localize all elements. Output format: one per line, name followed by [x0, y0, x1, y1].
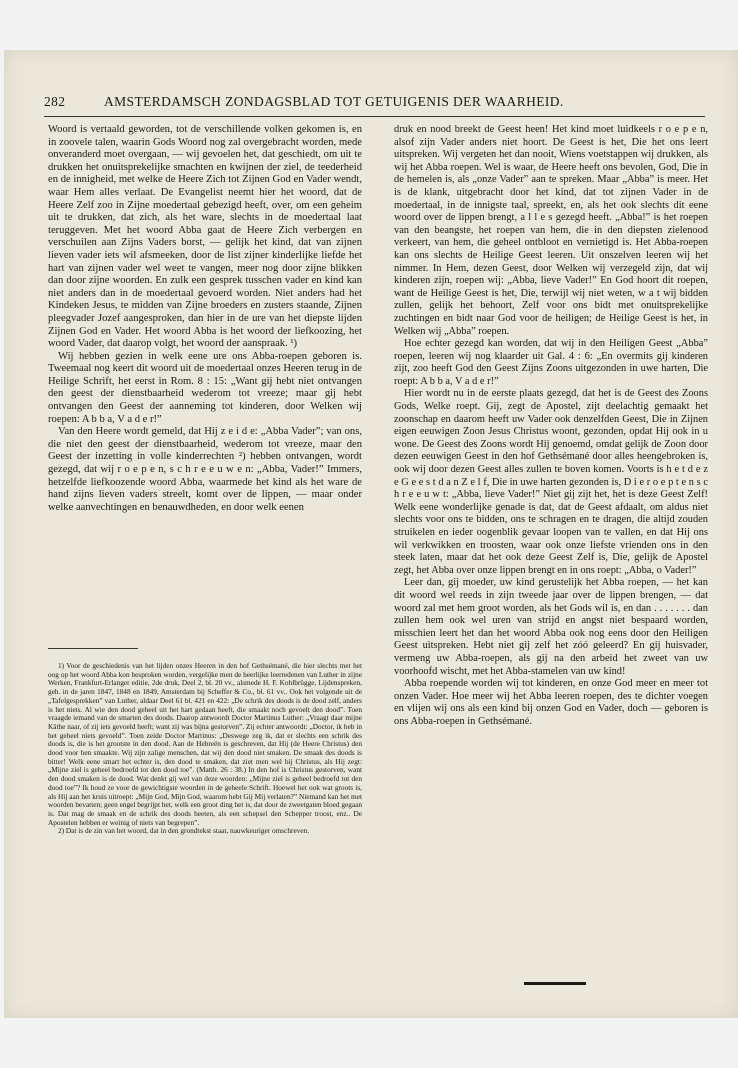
right-column: [394, 124, 708, 729]
journal-page: [4, 50, 738, 1018]
paragraph: Abba roepende worden wij tot kinderen, en onze God meer en meer tot onzen Vader. Hoe meer wij het Abba leeren roepen, des te dichter voegen en vlijen wij ons als een kind bij onzen God en Vader, doch — geboren is ons Abba-roepen in Gethsémané.: [394, 678, 708, 727]
paragraph: Leer dan, gij moeder, uw kind gerustelijk het Abba roepen, — het kan dit woord wel reeds in zijn tweede jaar over de lippen brengen, — dat woord zal met hem groot worden, als het Gods wil is, en dan . . . . . . . dan zullen hem ook wel uren van strijd en angst niet bespaard worden, misschien leert het dan het woord Abba ook nog eens door den Heiligen Geest uitspreken. Hebt niet gij zelf het zóó geleerd? En gij huisvader, vermeng uw Abba-roepen, als gij na den arbeid het zweet van uw voorhoofd wischt, met het Abba-stamelen van uw kind!: [394, 577, 708, 677]
paragraph: Woord is vertaald geworden, tot de verschillende volken gekomen is, en in zoovele talen, waarin Gods Woord nog zal overgebracht worden, mede onveranderd moet overgaan, — wij gevoelen het, dat geschiedt, om uit te drukken het onuitsprekelijke smachten en kwijnen der ziel, de teederheid en de innigheid, met welke de Heere Zich tot Zijnen God en Vader wendt, waar Hem alles verlaat. De Evangelist neemt hier het woord, dat de Heere Zelf zoo in Zijne moedertaal gebezigd heeft, over, om een geheim uit te drukken, dat zich, als het ware, slechts in de moedertaal laat teruggeven. Met het woord Abba gaat de Heere Zich verbergen en verschuilen aan Zijns Vaders borst, — gelijk het kind, dat van zijnen lieven vader iets wil afsmeeken, door de list zijner kinderlijke liefde het hart van zijnen vader wel weet te vangen, meer nog door zijne blikken dan door zijne woorden. En zulk een gesprek tusschen vader en kind kan niet anders dan in de moedertaal gevoerd worden. Niet anders had het Kindeken Jesus, te midden van Zijne broeders en zusters staande, Zijnen pleegvader Jozef aangesproken, dan hier in de ure van het diepste lijden Zijnen God en Vader. Het woord Abba is het woord der liefkoozing, het woord Vader, dat daarop volgt, het woord der aanspraak. ¹): [48, 124, 362, 350]
paragraph: Hier wordt nu in de eerste plaats gezegd, dat het is de Geest des Zoons Gods, Welke roept. Gij, zegt de Apostel, zijt deelachtig gemaakt het zoonschap en daarom heeft uw Vader ook denzelfden Geest, Die in Zijnen eigen eeuwigen Zoon Jesus Christus woont, gezonden, opdat Hij ook in u wone. De Geest des Zoons wordt Hij genoemd, omdat gelijk de Zoon door dezen eeuwigen Geest in den hof Gethsémané door alles heengebroken is, ook wij door dezen Geest alles zullen te boven komen. Voorts is h e t d e z e G e e s t d a n Z e l f, Die in uwe harten gezonden is, D i e r o e p t e n s c h r e e u w t: „Abba, lieve Vader!” Niet gij zijt het, het is deze Geest Zelf! Welk eene wonderlijke genade is dat, dat de Geest afdaalt, om aldus niet slechts voor ons te bidden, ons te schragen en te dragen, die altijd zouden struikelen en ieder oogenblik gevaar loopen van te vallen, en dat Hij ons wil verkwikken en troosten, waar ook onze liefste vrienden ons in den steek laten, maar dat het ook deze Geest Zelf is, Die, gelijk de Apostel zegt, het Abba over onze lippen brengt en in ons roept: „Abba, o Vader!”: [394, 388, 708, 576]
end-of-article-rule: [524, 982, 586, 985]
paragraph: Van den Heere wordt gemeld, dat Hij z e i d e: „Abba Vader”; van ons, die niet den geest der dienstbaarheid, wederom tot vreeze, maar den Geest der inzetting in volle kinderrechten ²) hebben ontvangen, wordt gezegd, dat wij r o e p e n, s c h r e e u w e n: „Abba, Vader!” Immers, hetzelfde liefkoozende woord Abba, waarmede het kind als het ware de hand zijns lieven vaders streelt, komt over de lippen, — maar onder welke aanvechtingen en benauwdheden, en door welk eenen: [48, 426, 362, 513]
page-number: 282: [44, 94, 66, 109]
footnote: 1) Voor de geschiedenis van het lijden onzes Heeren in den hof Gethsémané, die hier slechts met het oog op het woord Abba kon besproken worden, vergelijke men de heerlijke leerredenen van Luther in zijne Werken, Frankfurt-Erlanger editie, 2de druk, Deel 2, bl. 20 vv., alsmede H. F. Kohlbrügge, Lijdenspreken, geh. in de jaren 1847, 1848 en 1849, Amsterdam bij Scheffer & Co., bl. 61 vv.. Ook het volgende uit de „Tafelgesprekken” van Luther, aldaar Deel 61 bl. 421 en 422: „De schrik des doods is de dood zelf, anders is het niets. Al wie den dood geheel uit het hart gedaan heeft, die smaakt noch gevoelt den dood”. Toen vraagde iemand van de smarten des doods. Daarop antwoordt Doctor Martinus Luther: „Vraagt daar mijne Käthe naar, of zij iets gevoeld heeft; want zij was bijna gestorven”. Zij echter antwoordt: „Doctor, ik heb in het geheel niets gevoeld”. Toen zeide Doctor Martinus: „Deswege zeg ik, dat er slechts een schrik des doods is, die is het grootste in den dood. Aan de Hebreën is geschreven, dat Hij (de Heere Christus) den dood voor hen smaakte. Wij zijn zalige menschen, dat wij den dood niet smaken. De smaak des doods is bitter! Welk eene smart het echter is, den dood te smaken, dat ziet men wel bij Christus, als Hij zegt: „Mijne ziel is geheel bedroefd tot den dood toe”. (Matth. 26 : 38.) In den hof is Christus gestorven, want den dood smaken is de dood. Wat denkt gij wel van deze woorden: „Mijne ziel is geheel bedroefd tot den dood toe”? Ik houd ze voor de gewichtigste woorden in de geheele Schrift. Hoewel het ook wat groots is, als Hij aan het kruis uitroept: „Mijn God, Mijn God, waarom hebt Gij Mij verlaten?” Niemand kan het met woorden bevatten; geen engel begrijpt het, welk een groot ding het is, dat door de zweetgaten bloed gegaan is. Dat mag de smaak en de schrik des doods heeten, als een schepsel den Schepper troost, enz.. De Apostelen hebben er weinig of niets van begrepen”.: [48, 661, 362, 827]
header-rule: [44, 116, 705, 117]
footnote-separator: [48, 648, 138, 649]
footnotes: [48, 662, 362, 836]
left-column: [48, 124, 362, 514]
journal-title: AMSTERDAMSCH ZONDAGSBLAD TOT GETUIGENIS DER WAARHEID.: [104, 94, 564, 109]
paragraph: Wij hebben gezien in welk eene ure ons Abba-roepen geboren is. Tweemaal nog keert dit woord uit de moedertaal onzes Heeren terug in de Heilige Schrift, het eerst in Rom. 8 : 15: „Want gij hebt niet ontvangen den geest der dienstbaarheid wederom tot vreeze; maar gij hebt ontvangen den Geest der aanneming tot kinderen, door Welken wij roepen: A b b a, V a d e r!”: [48, 350, 362, 425]
paragraph: Hoe echter gezegd kan worden, dat wij in den Heiligen Geest „Abba” roepen, leeren wij nog klaarder uit Gal. 4 : 6: „En overmits gij kinderen zijt, zoo heeft God den Geest Zijns Zoons uitgezonden in uwe harten, Die roept: A b b a, V a d e r!”: [394, 338, 708, 387]
footnote: 2) Dat is de zin van het woord, dat in den grondtekst staat, nauwkeuriger omschreven.: [58, 826, 310, 836]
paragraph: druk en nood breekt de Geest heen! Het kind moet luidkeels r o e p e n, alsof zijn Vader anders niet hoort. De Geest is het, Die het ons leert uitspreken. Wij vergeten het dan nooit, Wiens voetstappen wij drukken, als wij het Abba roepen. Wel is waar, de Heere heeft ons bevolen, God, Die in de hemelen is, als „onze Vader” aan te spreken. Maar „Abba” is meer. Het is de klank, uitgebracht door het kind, dat tot zijnen Vader in de moedertaal, in de innigste taal, spreekt, en, als het ook slechts dit eene woord over de lippen brengt, a l l e s gezegd heeft. „Abba!” is het roepen van den beangste, het roepen van hem, die in den diepsten zielenood verkeert, van hem, die geheel ontbloot en vernietigd is. Het Abba-roepen kan ons slechts de Heilige Geest leeren. Uit onszelven leeren wij het nimmer. In Hem, dezen Geest, door Welken wij verzegeld zijn, dat wij kinderen zijn, roepen wij: „Abba, lieve Vader!” En God hoort dit roepen, want de Heilige Geest is het, Die, terwijl wij niet weten, w a t wij bidden zullen, gelijk het behoort, Zelf voor ons bidt met onuitsprekelijke zuchtingen en bidt naar God voor de heiligen; de Heilige Geest is het, in Welken wij „Abba” roepen.: [394, 124, 708, 337]
